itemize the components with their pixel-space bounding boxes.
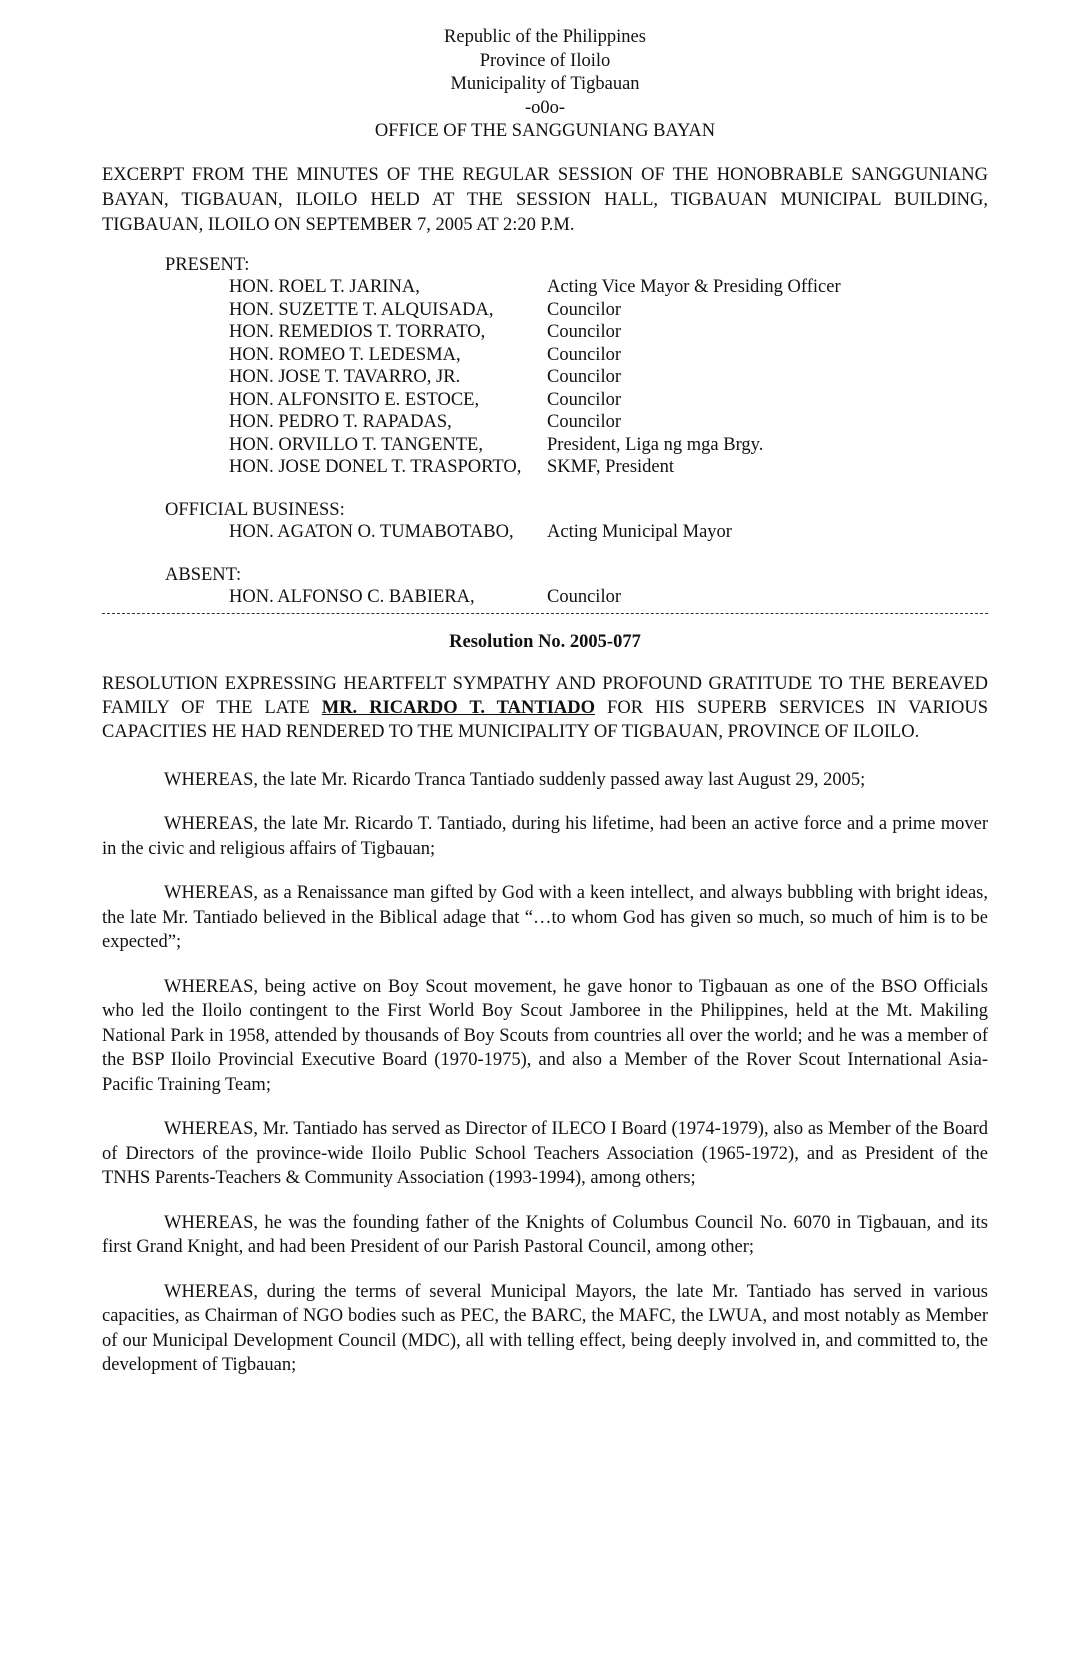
- title-text-before: RESOLUTION EXPRESSING HEARTFELT SYMPATHY AND PROFOUND GRATITUDE TO THE BEREAVED FAMILY OF THE LATE: [102, 673, 988, 718]
- attendee-name: HON. SUZETTE T. ALQUISADA,: [229, 299, 494, 320]
- absent-label: ABSENT:: [165, 564, 242, 585]
- attendee-role: President, Liga ng mga Brgy.: [547, 434, 764, 455]
- attendee-role: Councilor: [547, 322, 621, 342]
- attendee-name: HON. REMEDIOS T. TORRATO,: [229, 322, 486, 342]
- attendee-row: [165, 276, 988, 299]
- absent-group: [165, 564, 988, 609]
- minutes-excerpt: EXCERPT FROM THE MINUTES OF THE REGULAR SESSION OF THE HONOBRABLE SANGGUNIANG BAYAN, TIGBAUAN, ILOILO HELD AT THE SESSION HALL, TIGBAUAN MUNICIPAL BUILDING, TIGBAUAN, ILOILO ON SEPTEMBER 7, 2005 AT 2:20 P.M.: [102, 164, 988, 235]
- attendee-role: Councilor: [547, 412, 621, 432]
- attendee-role: Councilor: [547, 367, 621, 387]
- whereas-paragraph: WHEREAS, as a Renaissance man gifted by God with a keen intellect, and always bubbling with bright ideas, the late Mr. Tantiado believed in the Biblical adage that “…to whom God has given so much, so much of him is to be expected”;: [102, 883, 988, 952]
- whereas-paragraph: WHEREAS, he was the founding father of the Knights of Columbus Council No. 6070 in Tigbauan, and its first Grand Knight, and had been President of our Parish Pastoral Council, among other;: [102, 1212, 988, 1257]
- attendee-row: [165, 586, 988, 609]
- attendee-name: HON. JOSE DONEL T. TRASPORTO,: [229, 457, 522, 477]
- attendee-role: Councilor: [547, 299, 621, 320]
- attendee-name: HON. PEDRO T. RAPADAS,: [229, 412, 452, 432]
- attendee-name: HON. JOSE T. TAVARRO, JR.: [229, 367, 461, 387]
- present-label: PRESENT:: [165, 254, 250, 275]
- attendee-role: Councilor: [547, 344, 621, 365]
- attendee-role: Councilor: [547, 587, 621, 607]
- attendee-row: [165, 321, 988, 344]
- header-republic: Republic of the Philippines: [444, 27, 646, 47]
- attendee-row: [165, 366, 988, 389]
- dashed-divider: [102, 613, 988, 622]
- whereas-paragraph: WHEREAS, during the terms of several Municipal Mayors, the late Mr. Tantiado has served in various capacities, as Chairman of NGO bodies such as PEC, the BARC, the MAFC, the LWUA, and most notably as Member of our Municipal Development Council (MDC), all with telling effect, being deeply involved in, and committed to, the development of Tigbauan;: [102, 1281, 988, 1375]
- header-office: OFFICE OF THE SANGGUNIANG BAYAN: [374, 121, 716, 141]
- attendee-row: [165, 521, 988, 544]
- official-business-group: [165, 499, 988, 544]
- whereas-paragraph: WHEREAS, being active on Boy Scout movement, he gave honor to Tigbauan as one of the BSO Officials who led the Iloilo contingent to the First World Boy Scout Jamboree in the Philippines, held at the Mt. Makiling National Park in 1958, attended by thousands of Boy Scouts from countries all over the world; and he was a member of the BSP Iloilo Provincial Executive Board (1970-1975), and also a Member of the Rover Scout International Asia-Pacific Training Team;: [102, 976, 988, 1095]
- attendee-name: HON. ORVILLO T. TANGENTE,: [229, 434, 483, 455]
- official-business-label: OFFICIAL BUSINESS:: [165, 499, 345, 520]
- present-group: [165, 254, 988, 479]
- whereas-paragraph: WHEREAS, the late Mr. Ricardo Tranca Tantiado suddenly passed away last August 29, 2005;: [164, 769, 866, 790]
- attendee-name: HON. ROMEO T. LEDESMA,: [229, 344, 461, 365]
- resolution-number: Resolution No. 2005-077: [449, 631, 641, 652]
- whereas-paragraph: WHEREAS, Mr. Tantiado has served as Director of ILECO I Board (1974-1979), also as Member of the Board of Directors of the province-wide Iloilo Public School Teachers Association (1965-1972), and as President of the TNHS Parents-Teachers & Community Association (1993-1994), among others;: [102, 1119, 988, 1188]
- attendee-row: [165, 344, 988, 367]
- attendee-name: HON. ROEL T. JARINA,: [229, 277, 420, 297]
- header-municipality: Municipality of Tigbauan: [450, 74, 640, 94]
- whereas-paragraph: WHEREAS, the late Mr. Ricardo T. Tantiado, during his lifetime, had been an active force and a prime mover in the civic and religious affairs of Tigbauan;: [102, 814, 988, 859]
- attendance-roll: [165, 254, 988, 609]
- attendee-name: HON. ALFONSITO E. ESTOCE,: [229, 389, 480, 410]
- attendee-row: [165, 456, 988, 479]
- attendee-row: [165, 299, 988, 322]
- attendee-name: HON. AGATON O. TUMABOTABO,: [229, 522, 514, 542]
- header-separator: -o0o-: [524, 97, 566, 118]
- attendee-role: Councilor: [547, 389, 621, 410]
- attendee-row: [165, 411, 988, 434]
- header-province: Province of Iloilo: [479, 50, 611, 71]
- attendee-role: SKMF, President: [547, 457, 675, 477]
- resolution-title: [102, 672, 988, 744]
- title-text-after: FOR HIS SUPERB SERVICES IN VARIOUS CAPACITIES HE HAD RENDERED TO THE MUNICIPALITY OF TIGBAUAN, PROVINCE OF ILOILO.: [102, 697, 988, 742]
- resolution-body: [102, 768, 988, 1378]
- letterhead: [102, 26, 988, 144]
- attendee-row: [165, 434, 988, 457]
- attendee-role: Acting Municipal Mayor: [547, 522, 732, 542]
- attendee-row: [165, 389, 988, 412]
- honoree-name: MR. RICARDO T. TANTIADO: [321, 697, 595, 718]
- attendee-name: HON. ALFONSO C. BABIERA,: [229, 587, 475, 607]
- attendee-role: Acting Vice Mayor & Presiding Officer: [547, 277, 841, 297]
